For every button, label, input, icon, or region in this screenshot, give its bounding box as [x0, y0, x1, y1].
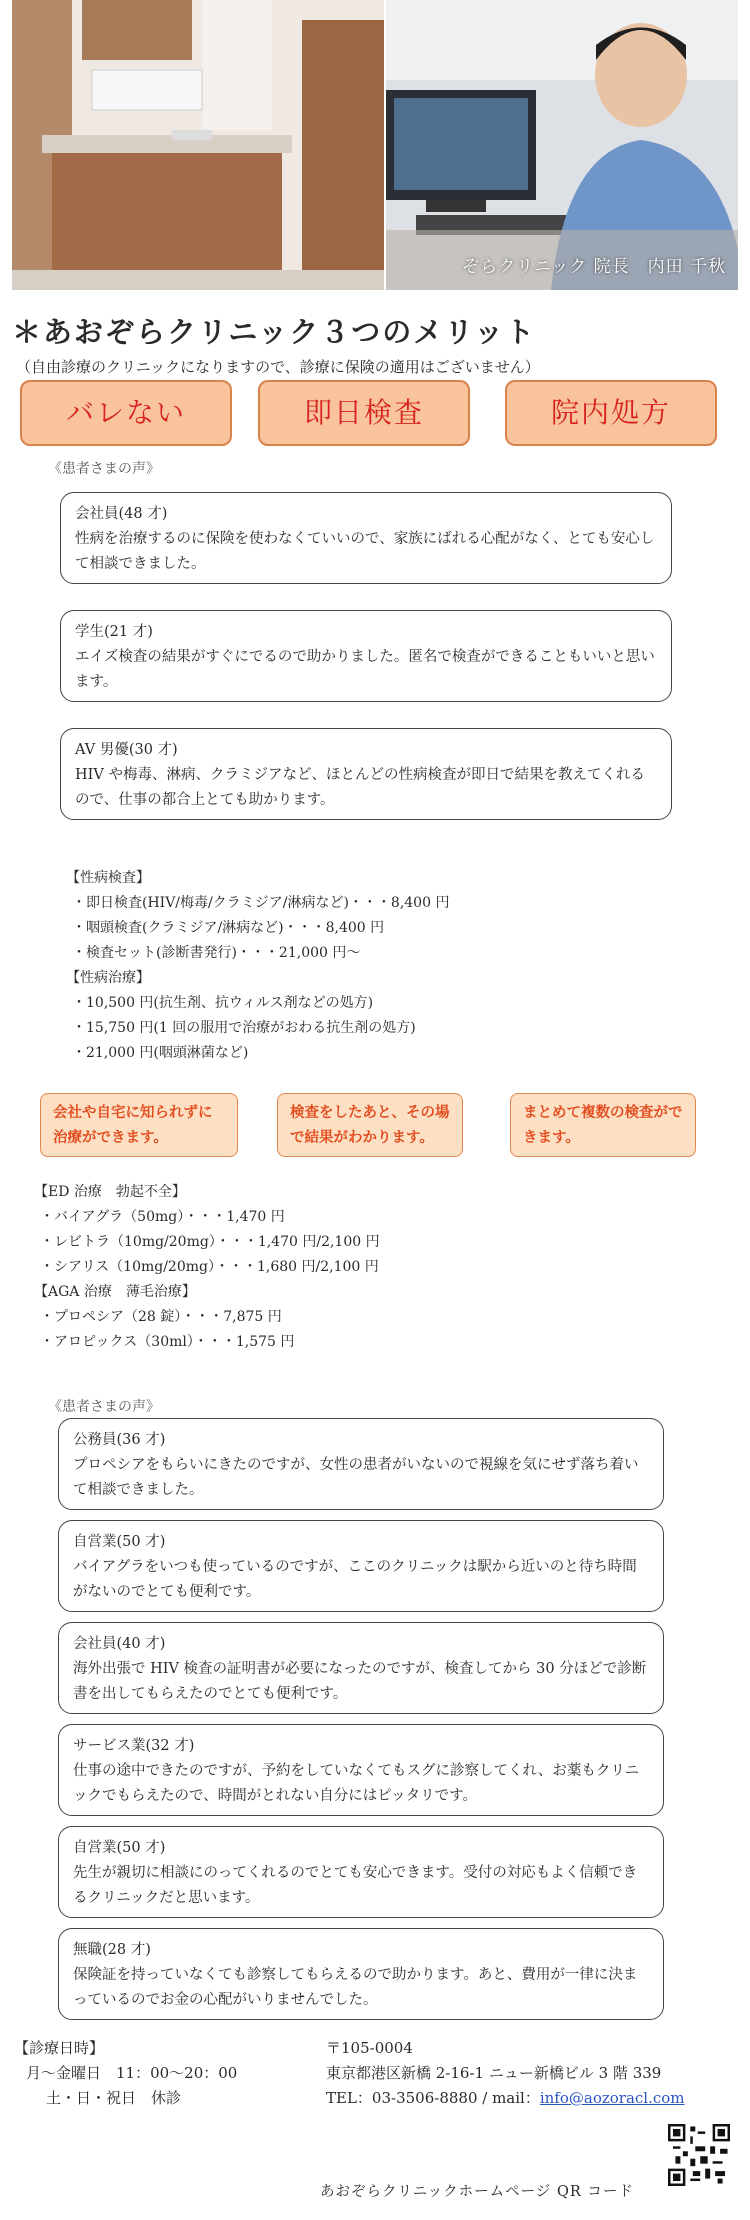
voice-text: プロペシアをもらいにきたのですが、女性の患者がいないので視線を気にせず落ち着いて相談できました。 [73, 1457, 639, 1498]
voice-author: 無職(28 才) [73, 1942, 151, 1958]
voice-author: 公務員(36 才) [73, 1432, 166, 1448]
point-immediate-result: 検査をしたあと、その場で結果がわかります。 [277, 1093, 463, 1157]
std-treatment-heading: 【性病治療】 [66, 970, 150, 986]
point-confidential: 会社や自宅に知られずに治療ができます。 [40, 1093, 238, 1157]
qr-code[interactable] [668, 2124, 730, 2186]
tel-text: TEL：03-3506-8880 / mail： [326, 2089, 540, 2107]
price-item: ・ プロペシア（28 錠）・・・7,875 円 [40, 1305, 380, 1330]
closed-days: 土・日・祝日 休診 [46, 2089, 182, 2107]
voice-card [58, 1418, 664, 1510]
aga-heading: 【AGA 治療 薄毛治療】 [34, 1284, 196, 1300]
voice-card [60, 492, 672, 584]
price-item: ・ レビトラ（10mg/20mg）・・・1,470 円/2,100 円 [40, 1230, 380, 1255]
ed-heading: 【ED 治療 勃起不全】 [34, 1184, 186, 1200]
price-item: ・ バイアグラ（50mg）・・・1,470 円 [40, 1205, 380, 1230]
price-item: ・ アロピックス（30ml）・・・1,575 円 [40, 1330, 380, 1355]
ed-aga-price-list [34, 1180, 380, 1355]
patient-voices-heading: 《患者さまの声》 [48, 1399, 160, 1415]
voice-text: エイズ検査の結果がすぐにでるので助かりました。匿名で検査ができることもいいと思います。 [75, 649, 655, 690]
doctor-photo [386, 0, 738, 290]
voice-author: 会社員(48 才) [75, 506, 168, 522]
clinic-contact [326, 2036, 685, 2111]
voice-text: 先生が親切に相談にのってくれるのでとても安心できます。受付の対応もよく信頼できるクリニックだと思います。 [73, 1865, 638, 1906]
price-item: ・ 21,000 円(咽頭淋菌など) [72, 1041, 449, 1066]
voice-author: 自営業(50 才) [73, 1534, 166, 1550]
voice-author: 会社員(40 才) [73, 1636, 166, 1652]
address: 東京都港区新橋 2-16-1 ニュー新橋ビル 3 階 339 [326, 2064, 662, 2082]
voice-text: 仕事の途中できたのですが、予約をしていなくてもスグに診察してくれ、お薬もクリニックでもらえたので、時間がとれない自分にはピッタリです。 [73, 1763, 640, 1804]
voice-author: 学生(21 才) [75, 624, 153, 640]
price-item: ・ シアリス（10mg/20mg）・・・1,680 円/2,100 円 [40, 1255, 380, 1280]
merit-discreet: バレない [20, 380, 232, 446]
postal-code: 〒105-0004 [326, 2039, 413, 2057]
voice-card [58, 1724, 664, 1816]
voice-author: サービス業(32 才) [73, 1738, 195, 1754]
voice-card [58, 1928, 664, 2020]
merit-same-day-test: 即日検査 [258, 380, 470, 446]
voice-card [58, 1622, 664, 1714]
voice-author: AV 男優(30 才) [75, 742, 178, 758]
qr-caption: あおぞらクリニックホームページ QR コード [320, 2184, 634, 2200]
voice-card [60, 610, 672, 702]
voice-text: 海外出張で HIV 検査の証明書が必要になったのですが、検査してから 30 分ほどで診断書を出してもらえたのでとても便利です。 [73, 1661, 647, 1702]
price-item: ・ 検査セット(診断書発行)・・・21,000 円〜 [72, 941, 449, 966]
price-item: ・ 10,500 円(抗生剤、抗ウィルス剤などの処方) [72, 991, 449, 1016]
weekday-hours: 月〜金曜日 11：00〜20：00 [26, 2064, 238, 2082]
std-price-list [66, 866, 450, 1066]
clinic-reception-photo [12, 0, 384, 290]
photo-caption: ぞらクリニック 院長 内田 千秋 [462, 257, 726, 277]
patient-voices-heading: 《患者さまの声》 [48, 461, 160, 477]
voice-text: HIV や梅毒、淋病、クラミジアなど、ほとんどの性病検査が即日で結果を教えてくれるので、仕事の都合上とても助かります。 [75, 767, 645, 808]
voice-card [58, 1826, 664, 1918]
voice-text: 性病を治療するのに保険を使わなくていいので、家族にばれる心配がなく、とても安心して相談できました。 [75, 531, 655, 572]
price-item: ・ 15,750 円(1 回の服用で治療がおわる抗生剤の処方) [72, 1016, 449, 1041]
point-multiple-tests: まとめて複数の検査ができます。 [510, 1093, 696, 1157]
voice-text: バイアグラをいつも使っているのですが、ここのクリニックは駅から近いのと待ち時間がないのでとても便利です。 [73, 1559, 637, 1600]
price-item: ・ 即日検査(HIV/梅毒/クラミジア/淋病など)・・・8,400 円 [72, 891, 449, 916]
voice-card [58, 1520, 664, 1612]
hours-heading: 【診療日時】 [14, 2039, 105, 2057]
email-link[interactable]: info@aozoracl.com [539, 2089, 685, 2107]
voice-text: 保険証を持っていなくても診察してもらえるので助かります。あと、費用が一律に決まっているのでお金の心配がいりませんでした。 [73, 1967, 638, 2008]
voice-author: 自営業(50 才) [73, 1840, 166, 1856]
price-item: ・ 咽頭検査(クラミジア/淋病など)・・・8,400 円 [72, 916, 449, 941]
voice-card [60, 728, 672, 820]
std-exam-heading: 【性病検査】 [66, 870, 150, 886]
merit-in-house-prescription: 院内処方 [505, 380, 717, 446]
merits-title: ＊あおぞらクリニック３つのメリット [12, 315, 537, 349]
contact-line [326, 2086, 685, 2111]
insurance-note: （自由診療のクリニックになりますので、診療に保険の適用はございません） [16, 358, 540, 376]
clinic-hours [14, 2036, 237, 2111]
